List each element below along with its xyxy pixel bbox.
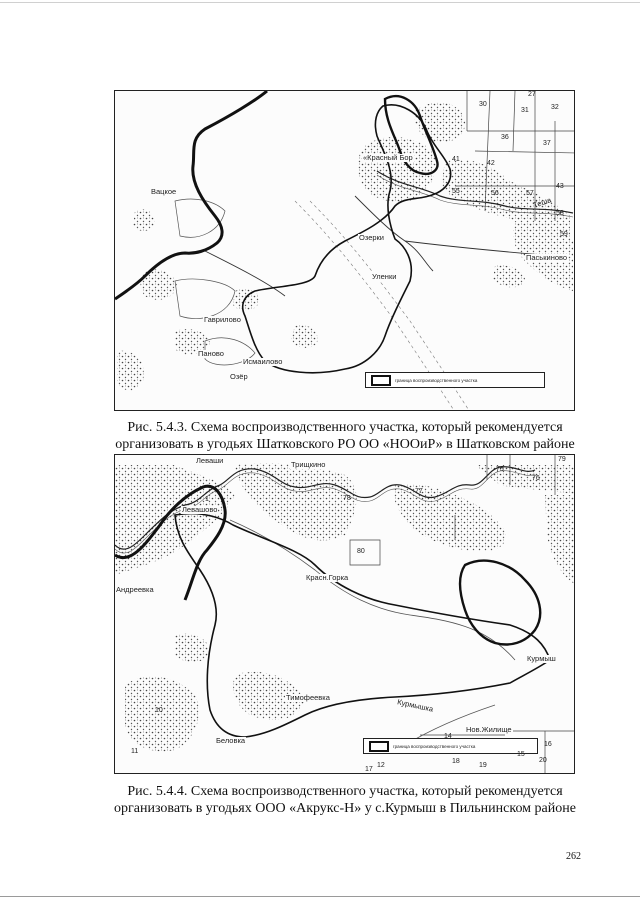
place-label: Уленки bbox=[372, 272, 397, 281]
quarter-number: 27 bbox=[528, 91, 536, 98]
quarter-number: 75 bbox=[496, 466, 504, 473]
place-label: «Красный Бор bbox=[363, 153, 413, 162]
caption-line: организовать в угодьях ООО «Акрукс-Н» у с.Курмыш в Пильнинском районе bbox=[114, 801, 576, 816]
figure-caption bbox=[90, 783, 600, 817]
quarter-number: 56 bbox=[491, 190, 499, 197]
quarter-number: 77 bbox=[415, 488, 423, 495]
place-label: Нов.Жилище bbox=[466, 725, 512, 734]
quarter-number: 17 bbox=[365, 766, 373, 773]
map-pilninsky bbox=[114, 454, 575, 774]
scan-edge-line bbox=[0, 896, 640, 897]
quarter-number: 36 bbox=[501, 134, 509, 141]
river-label: Курмышка bbox=[396, 697, 434, 714]
quarter-number: 12 bbox=[377, 762, 385, 769]
quarter-number: 78 bbox=[343, 495, 351, 502]
quarter-number: 11 bbox=[131, 748, 139, 755]
caption-line: Рис. 5.4.4. Схема воспроизводственного участка, который рекомендуется bbox=[127, 784, 563, 799]
quarter-number: 43 bbox=[556, 183, 564, 190]
quarter-number: 20 bbox=[539, 757, 547, 764]
page-number: 262 bbox=[566, 851, 581, 862]
river-label: Теша bbox=[531, 195, 553, 210]
quarter-number: 55 bbox=[452, 188, 460, 195]
place-label: Андреевка bbox=[116, 585, 154, 594]
quarter-number: 58 bbox=[556, 210, 564, 217]
quarter-number: 79 bbox=[558, 456, 566, 463]
map-legend bbox=[363, 738, 538, 754]
place-label: Тимофеевка bbox=[286, 693, 330, 702]
plot-outline-east bbox=[460, 561, 540, 645]
place-label: Озерки bbox=[359, 233, 385, 242]
place-label: Паново bbox=[198, 349, 224, 358]
legend-text: граница воспроизводственного участка bbox=[395, 377, 478, 383]
place-label: Беловка bbox=[216, 736, 246, 745]
quarter-number: 19 bbox=[479, 762, 487, 769]
place-label: Леваши bbox=[196, 456, 224, 465]
quarter-number: 32 bbox=[551, 104, 559, 111]
quarter-number: 41 bbox=[452, 156, 460, 163]
quarter-number: 80 bbox=[357, 548, 365, 555]
quarter-number: 18 bbox=[452, 758, 460, 765]
map-legend bbox=[365, 372, 545, 388]
caption-line: Рис. 5.4.3. Схема воспроизводственного участка, который рекомендуется bbox=[127, 420, 563, 435]
place-label: Гаврилово bbox=[204, 315, 241, 324]
legend-text: граница воспроизводственного участка bbox=[393, 743, 476, 749]
forest-areas bbox=[117, 102, 573, 390]
quarter-number: 42 bbox=[487, 160, 495, 167]
place-label: Вацкое bbox=[151, 187, 177, 196]
quarter-number: 1 bbox=[205, 496, 209, 503]
quarter-number: 10 bbox=[155, 707, 163, 714]
quarter-number: 59 bbox=[560, 231, 568, 238]
map-shatkovsky bbox=[114, 90, 575, 411]
region-border bbox=[115, 91, 267, 299]
scan-edge-line bbox=[0, 2, 640, 3]
place-label: Исмаилово bbox=[243, 357, 283, 366]
quarter-number: 14 bbox=[444, 733, 452, 740]
place-label: Левашово bbox=[182, 505, 218, 514]
place-label: Курмыш bbox=[527, 654, 556, 663]
place-label: Трищкино bbox=[291, 460, 326, 469]
quarter-number: 31 bbox=[521, 107, 529, 114]
quarter-number: 57 bbox=[526, 190, 534, 197]
figure-caption bbox=[90, 419, 600, 453]
place-label: Паськиново bbox=[526, 253, 568, 262]
quarter-number: 16 bbox=[544, 741, 552, 748]
quarter-number: 30 bbox=[479, 101, 487, 108]
legend-swatch-icon bbox=[371, 375, 391, 386]
legend-swatch-icon bbox=[369, 741, 389, 752]
place-label: Озёр bbox=[230, 372, 248, 381]
caption-line: организовать в угодьях Шатковского РО ОО «НООиР» в Шатковском районе bbox=[115, 437, 575, 452]
quarter-number: 76 bbox=[532, 475, 540, 482]
place-label: Красн.Горка bbox=[306, 573, 349, 582]
quarter-number: 37 bbox=[543, 140, 551, 147]
quarter-number: 15 bbox=[517, 751, 525, 758]
